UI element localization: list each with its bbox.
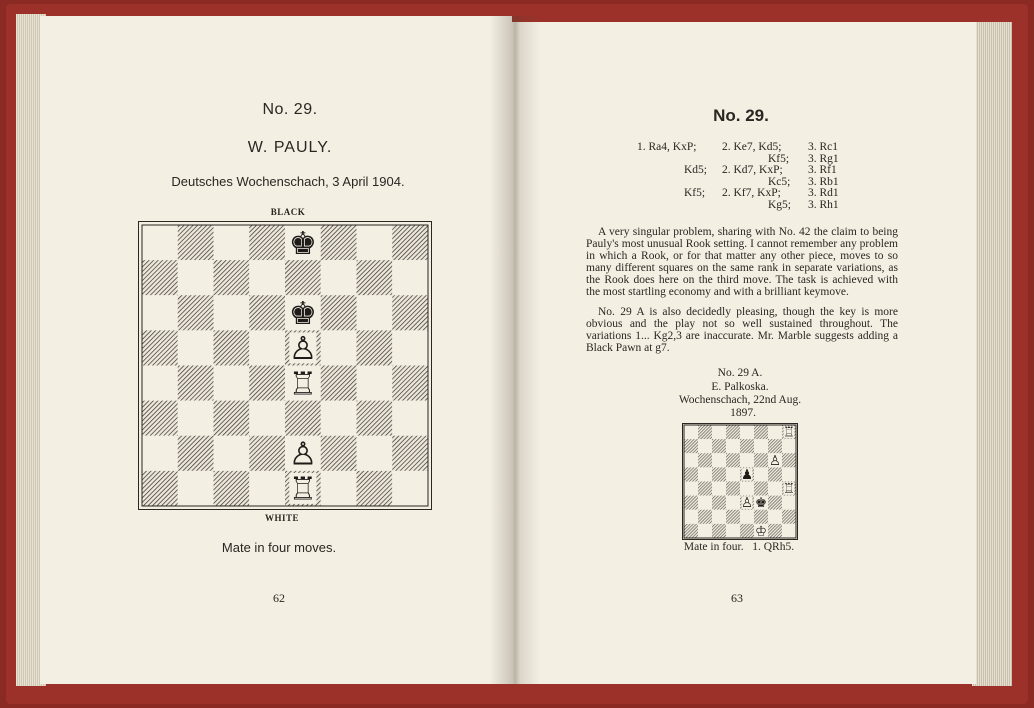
- dark-square: [321, 366, 357, 401]
- white-rook-icon: ♖: [782, 425, 796, 441]
- white-pawn-icon: ♙: [288, 436, 318, 473]
- light-square: [142, 436, 178, 471]
- dark-square: [214, 471, 250, 506]
- light-square: [142, 295, 178, 330]
- dark-square: [754, 510, 768, 524]
- dark-square: [684, 496, 698, 510]
- dark-square: [684, 439, 698, 453]
- solution-line: 1. Ra4, KxP;: [637, 141, 697, 153]
- dark-square: [142, 401, 178, 436]
- dark-square: [142, 330, 178, 365]
- white-pawn-icon: ♙: [288, 331, 318, 368]
- solution-heading: No. 29.: [713, 106, 769, 125]
- solution-line: 3. Rb1: [808, 176, 839, 188]
- light-square: [392, 330, 428, 365]
- black-king-icon: ♚: [288, 296, 318, 333]
- dark-square: [726, 482, 740, 496]
- light-square: [214, 436, 250, 471]
- dark-square: [698, 425, 712, 439]
- sub-problem-source: Wochenschach, 22nd Aug.: [678, 394, 802, 406]
- light-square: [768, 425, 782, 439]
- dark-square: [754, 453, 768, 467]
- dark-square: [712, 439, 726, 453]
- light-square: [684, 510, 698, 524]
- dark-square: [684, 524, 698, 538]
- dark-square: [214, 401, 250, 436]
- white-rook-icon: ♖: [782, 482, 796, 498]
- dark-square: [726, 510, 740, 524]
- light-square: [249, 471, 285, 506]
- dark-square: [392, 225, 428, 260]
- dark-square: [712, 467, 726, 481]
- white-rook-icon: ♖: [288, 471, 318, 508]
- dark-square: [698, 482, 712, 496]
- light-square: [698, 524, 712, 538]
- light-square: [392, 260, 428, 295]
- light-square: [178, 471, 214, 506]
- light-square: [712, 453, 726, 467]
- dark-square: [357, 260, 393, 295]
- white-label: WHITE: [264, 513, 300, 523]
- dark-square: [698, 510, 712, 524]
- light-square: [684, 482, 698, 496]
- light-square: [782, 439, 796, 453]
- solution-line: Kc5;: [768, 176, 791, 188]
- light-square: [684, 425, 698, 439]
- light-square: [754, 439, 768, 453]
- light-square: [726, 439, 740, 453]
- white-pawn-icon: ♙: [768, 453, 782, 469]
- light-square: [782, 524, 796, 538]
- black-pawn-icon: ♟: [740, 467, 754, 483]
- solution-line: Kd5;: [684, 164, 707, 176]
- white-king-icon: ♔: [754, 524, 768, 540]
- light-square: [178, 401, 214, 436]
- dark-square: [712, 524, 726, 538]
- dark-square: [285, 401, 321, 436]
- dark-square: [726, 425, 740, 439]
- dark-square: [142, 471, 178, 506]
- dark-square: [392, 295, 428, 330]
- dark-square: [768, 496, 782, 510]
- light-square: [178, 260, 214, 295]
- light-square: [740, 510, 754, 524]
- dark-square: [178, 225, 214, 260]
- light-square: [321, 260, 357, 295]
- light-square: [249, 401, 285, 436]
- light-square: [712, 510, 726, 524]
- dark-square: [249, 366, 285, 401]
- light-square: [782, 496, 796, 510]
- light-square: [740, 482, 754, 496]
- right-page-edges: [972, 22, 1012, 686]
- dark-square: [321, 225, 357, 260]
- light-square: [726, 496, 740, 510]
- sub-problem-year: 1897.: [730, 407, 756, 419]
- light-square: [357, 436, 393, 471]
- light-square: [712, 425, 726, 439]
- light-square: [726, 524, 740, 538]
- light-square: [357, 225, 393, 260]
- light-square: [782, 467, 796, 481]
- solution-line: 3. Rf1: [808, 164, 837, 176]
- dark-square: [768, 439, 782, 453]
- dark-square: [178, 295, 214, 330]
- diagram-caption: Mate in four moves.: [221, 540, 337, 555]
- light-square: [740, 425, 754, 439]
- black-label: BLACK: [270, 207, 306, 217]
- light-square: [726, 467, 740, 481]
- light-square: [214, 295, 250, 330]
- solution-line: Kf5;: [768, 153, 790, 165]
- black-king-icon: ♚: [754, 496, 768, 512]
- sub-diagram-caption: Mate in four. 1. QRh5.: [683, 541, 795, 553]
- dark-square: [357, 330, 393, 365]
- light-square: [712, 482, 726, 496]
- commentary-paragraph-2: No. 29 A is also decidedly pleasing, though the key is more obvious and the play not so well sustained throughout. The variations 1... Kg2,3 are inaccurate. Mr. Marble suggests adding a Black Pawn at g7.: [586, 306, 898, 354]
- solution-line: 2. Ke7, Kd5;: [722, 141, 782, 153]
- dark-square: [782, 453, 796, 467]
- light-square: [321, 330, 357, 365]
- solution-line: 3. Rh1: [808, 199, 839, 211]
- dark-square: [357, 401, 393, 436]
- dark-square: [726, 453, 740, 467]
- dark-square: [249, 436, 285, 471]
- solution-line: 2. Kf7, KxP;: [722, 187, 781, 199]
- dark-square: [740, 524, 754, 538]
- dark-square: [142, 260, 178, 295]
- page-number-right: 63: [731, 591, 743, 605]
- light-square: [768, 510, 782, 524]
- solution-line: Kg5;: [768, 199, 791, 211]
- solution-line: 3. Rd1: [808, 187, 839, 199]
- light-square: [392, 401, 428, 436]
- light-square: [740, 453, 754, 467]
- dark-square: [684, 467, 698, 481]
- light-square: [178, 330, 214, 365]
- light-square: [321, 471, 357, 506]
- dark-square: [214, 260, 250, 295]
- dark-square: [357, 471, 393, 506]
- dark-square: [754, 482, 768, 496]
- light-square: [698, 439, 712, 453]
- light-square: [249, 330, 285, 365]
- chess-diagram-sub: [682, 423, 798, 540]
- dark-square: [768, 524, 782, 538]
- dark-square: [178, 436, 214, 471]
- chess-diagram-main: [138, 221, 432, 510]
- dark-square: [392, 436, 428, 471]
- dark-square: [285, 260, 321, 295]
- dark-square: [214, 330, 250, 365]
- light-square: [357, 366, 393, 401]
- light-square: [768, 482, 782, 496]
- dark-square: [321, 436, 357, 471]
- dark-square: [392, 366, 428, 401]
- light-square: [698, 467, 712, 481]
- white-rook-icon: ♖: [288, 366, 318, 403]
- dark-square: [249, 295, 285, 330]
- solution-line: Kf5;: [684, 187, 706, 199]
- dark-square: [321, 295, 357, 330]
- dark-square: [698, 453, 712, 467]
- dark-square: [178, 366, 214, 401]
- book-gutter: [490, 16, 540, 684]
- light-square: [698, 496, 712, 510]
- solution-line: 3. Rc1: [808, 141, 839, 153]
- solution-line: 2. Kd7, KxP;: [722, 164, 783, 176]
- light-square: [214, 225, 250, 260]
- commentary-paragraph-1: A very singular problem, sharing with No. 42 the claim to being Pauly's most unusual Rook setting. I cannot remember any problem in which a Rook, or for that matter any other piece, moves to so many different squares on the same rank in separate variations, as the Rook does here on the third move. The task is achieved with the most startling economy and with a brilliant keymove.: [586, 226, 898, 298]
- problem-author: W. PAULY.: [247, 139, 333, 156]
- light-square: [214, 366, 250, 401]
- white-pawn-icon: ♙: [740, 496, 754, 512]
- dark-square: [740, 439, 754, 453]
- sub-problem-number: No. 29 A.: [717, 367, 763, 379]
- dark-square: [768, 467, 782, 481]
- sub-problem-author: E. Palkoska.: [711, 381, 769, 393]
- light-square: [754, 467, 768, 481]
- light-square: [142, 366, 178, 401]
- dark-square: [712, 496, 726, 510]
- problem-source: Deutsches Wochenschach, 3 April 1904.: [171, 174, 405, 189]
- dark-square: [249, 225, 285, 260]
- dark-square: [754, 425, 768, 439]
- problem-number: No. 29.: [262, 101, 318, 118]
- light-square: [142, 225, 178, 260]
- dark-square: [782, 510, 796, 524]
- solution-line: 3. Rg1: [808, 153, 839, 165]
- light-square: [392, 471, 428, 506]
- page-number-left: 62: [273, 591, 285, 605]
- light-square: [249, 260, 285, 295]
- black-king-icon: ♚: [288, 225, 318, 262]
- light-square: [321, 401, 357, 436]
- light-square: [357, 295, 393, 330]
- light-square: [684, 453, 698, 467]
